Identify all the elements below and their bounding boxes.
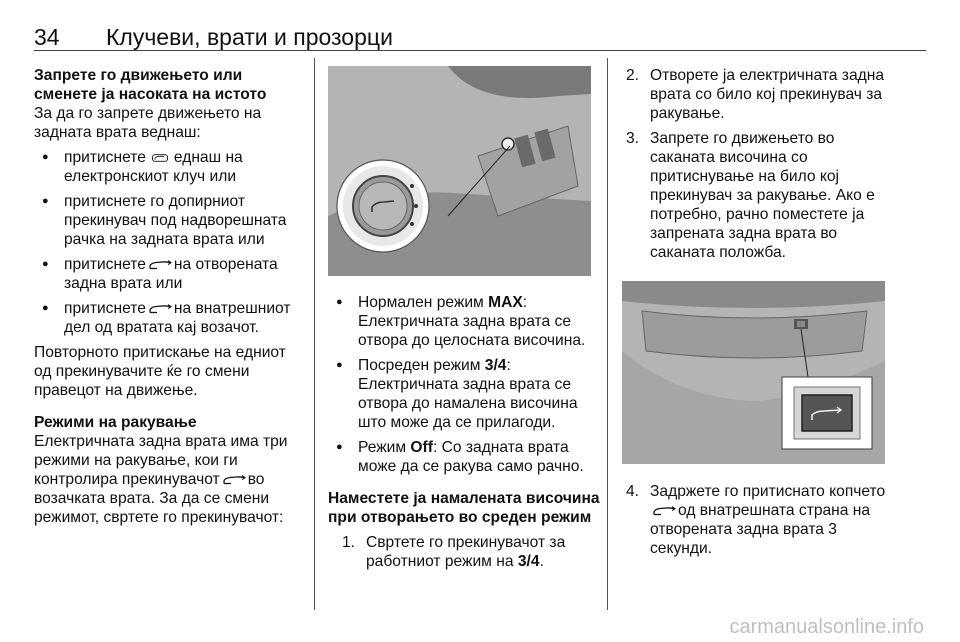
column-right-lower [626,482,892,558]
bullet-mode-three-quarter: ● Посреден режим 3/4: Електричната задна врата се отвора до намалена височина што може да се прилагоди. [328,356,600,432]
bullet-open-tailgate: ● притиснете на отворената задна врата или [34,255,304,293]
page-header [34,24,393,51]
step-2: 2. Отворете ја електричната задна врата со било кој прекинувач за ракување. [626,67,885,122]
paragraph-reverse: Повторното притискање на едниот од прекинувачите ќе го смени правецот на движење. [34,344,286,399]
column-divider-left [314,58,315,610]
step-4: 4. Задржете го притиснато копчетоод внатрешната страна на отворената задна врата 3 секунди. [626,483,886,557]
tailgate-icon [652,506,676,516]
step-1: 1. Свртете го прекинувачот за работниот режим на 3/4. [342,534,566,570]
tailgate-icon [222,475,246,485]
tailgate-icon [148,260,172,270]
bullet-key-fob: ● притиснете еднаш на електронскиот клуч или [34,148,304,186]
column-divider-right [607,58,608,610]
section-heading-adjust-height: Наместете ја намалената височина при отворањето во среден режим [328,490,600,526]
key-fob-tailgate-icon [148,153,172,163]
header-rule [34,50,926,51]
footer-watermark: carmanualsonline.info [729,616,924,638]
page-title: Клучеви, врати и прозорци [106,24,393,50]
bullet-touch-switch: ● притиснете го допирниот прекинувач под надворешната рачка на задната врата или [34,192,304,249]
bullet-mode-off: ● Режим Off: Со задната врата може да се ракува само рачно. [328,438,600,476]
paragraph-modes: Електричната задна врата има три режими на ракување, кои ги контролира прекинувачот во возачката врата. За да се смени режимот, свртете го прекинувачот: [34,433,288,526]
paragraph-stop-intro: За да го запрете движењето на задната врата веднаш: [34,105,262,141]
tailgate-button-figure [622,281,885,464]
bullet-mode-max: ● Нормален режим MAX: Електричната задна врата се отвора до целосната височина. [328,293,600,350]
mode-switch-figure [328,66,591,276]
tailgate-icon [148,304,172,314]
column-right [626,66,892,262]
page-number: 34 [34,24,60,50]
column-left [34,66,304,527]
step-3: 3. Запрете го движењето во саканата височина со притиснување на било кој прекинувач за ракување. Ако е потребно, рачно поместете ја запрената задна врата во саканата положба. [626,130,875,261]
bullet-driver-door: ● притиснете на внатрешниот дел од вратата кај возачот. [34,299,304,337]
column-middle [328,293,600,571]
section-heading-stop: Запрете го движењето или сменете ја насоката на истото [34,67,267,103]
section-heading-modes: Режими на ракување [34,414,197,431]
